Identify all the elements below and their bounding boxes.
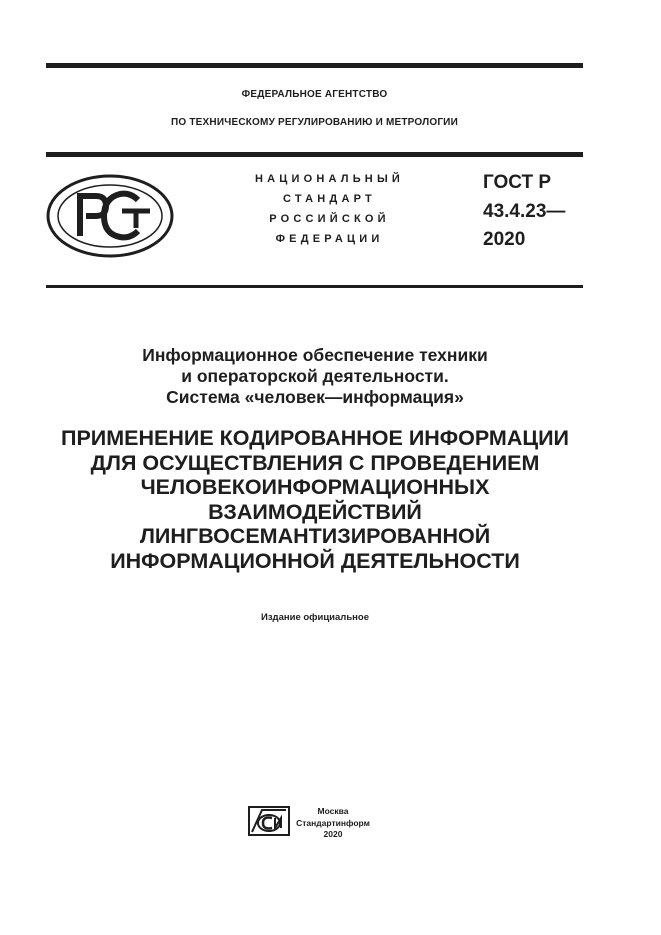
national-standard-line: ФЕДЕРАЦИИ: [275, 233, 384, 245]
national-standard-line: РОССИЙСКОЙ: [269, 213, 390, 225]
publisher-city: Москва: [317, 806, 349, 816]
subtitle-line: и операторской деятельности.: [181, 366, 449, 386]
section-rule: [46, 285, 583, 288]
designation-line-1: ГОСТ Р: [483, 172, 552, 193]
agency-line-1: ФЕДЕРАЛЬНОЕ АГЕНТСТВО: [241, 89, 388, 100]
title-line: ИНФОРМАЦИОННОЙ ДЕЯТЕЛЬНОСТИ: [110, 548, 520, 573]
agency-line-2: ПО ТЕХНИЧЕСКОМУ РЕГУЛИРОВАНИЮ И МЕТРОЛОГИИ: [171, 117, 458, 128]
title-line: ПРИМЕНЕНИЕ КОДИРОВАННОЕ ИНФОРМАЦИИ: [60, 426, 569, 450]
top-rule: [46, 63, 583, 68]
publisher-year: 2020: [323, 829, 343, 839]
subtitle-line: Система «человек—информация»: [166, 387, 464, 407]
document-title: [30, 426, 600, 573]
edition-label: Издание официальное: [261, 612, 369, 623]
publisher-name: Стандартинформ: [296, 817, 370, 828]
title-line: ДЛЯ ОСУЩЕСТВЛЕНИЯ С ПРОВЕДЕНИЕМ: [90, 450, 540, 475]
national-standard-line: СТАНДАРТ: [283, 193, 376, 205]
subtitle-line: Информационное обеспечение техники: [142, 345, 488, 365]
title-line: ЧЕЛОВЕКОИНФОРМАЦИОННЫХ: [140, 475, 490, 499]
document-subtitle: [60, 345, 570, 408]
publisher-block: [296, 806, 370, 841]
designation-line-2: 43.4.23—: [483, 201, 566, 222]
standartinform-logo-icon: [248, 806, 290, 836]
title-line: ЛИНГВОСЕМАНТИЗИРОВАННОЙ: [139, 524, 491, 548]
national-standard-line: НАЦИОНАЛЬНЫЙ: [254, 173, 405, 185]
rst-certification-logo-icon: [46, 174, 174, 258]
header-rule: [46, 152, 583, 157]
designation-line-3: 2020: [483, 229, 526, 250]
title-line: ВЗАИМОДЕЙСТВИЙ: [208, 499, 422, 524]
